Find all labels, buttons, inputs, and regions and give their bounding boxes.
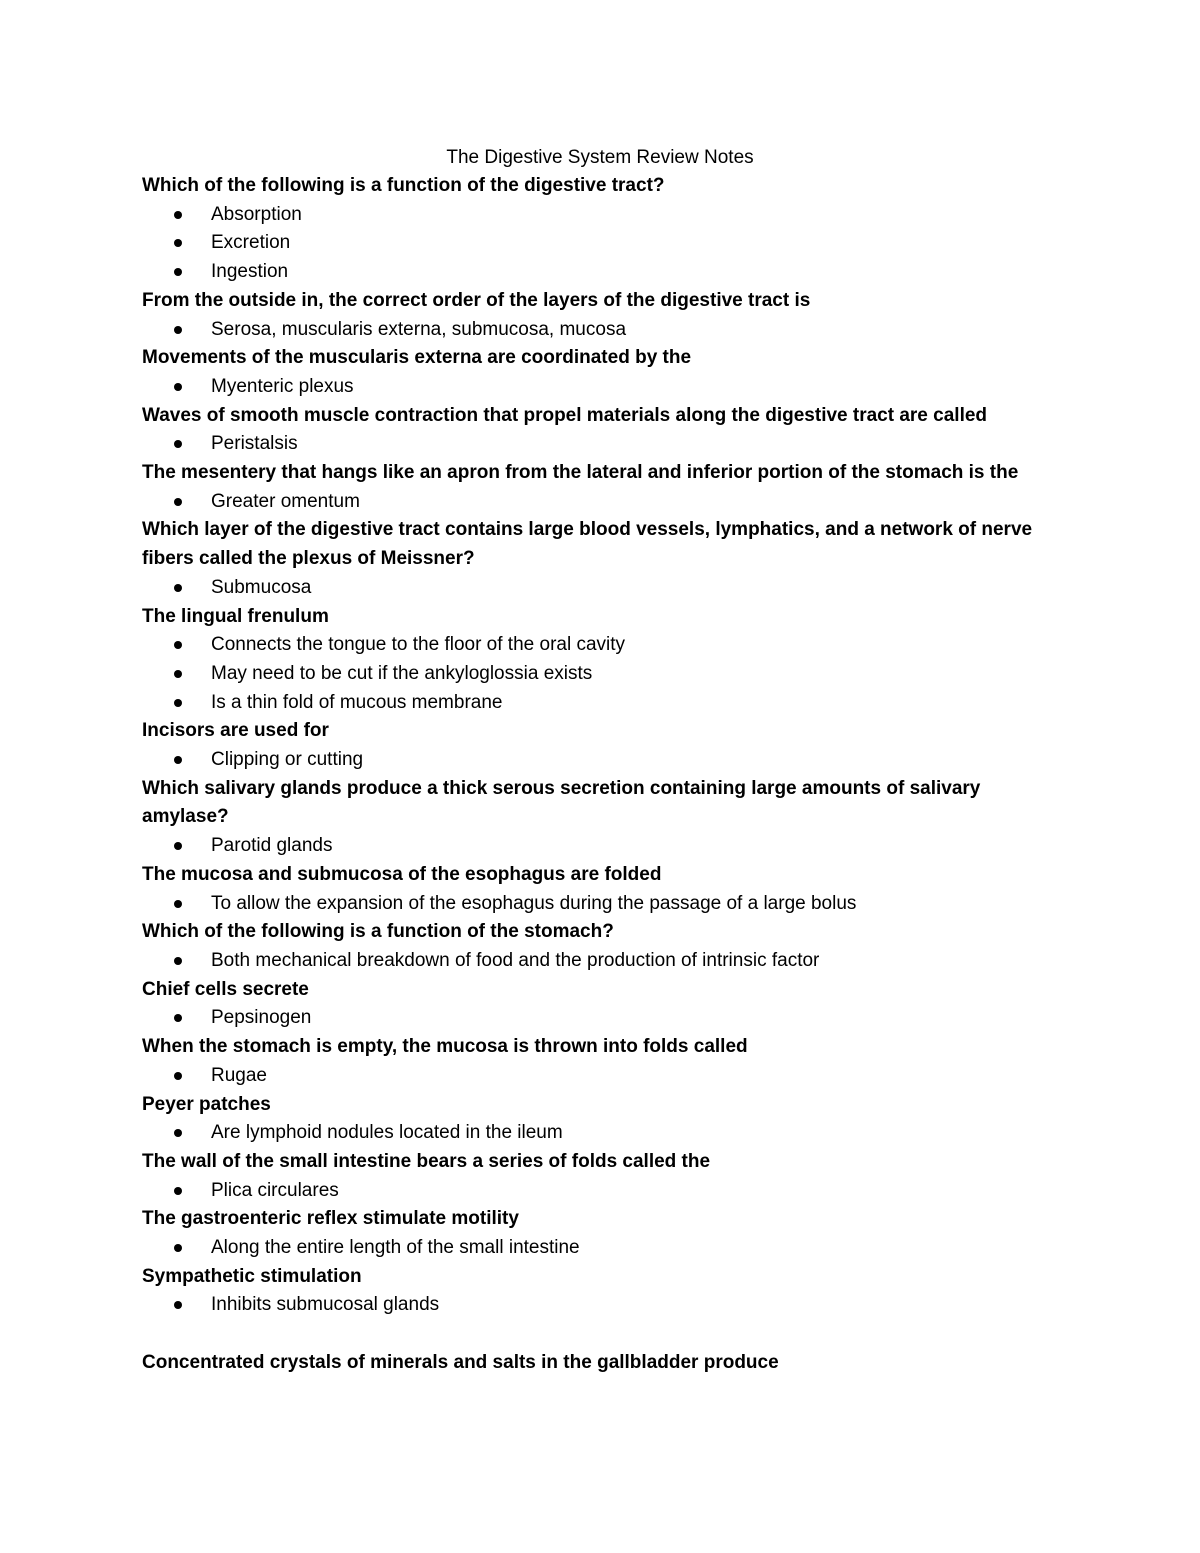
question-text: The wall of the small intestine bears a series of folds called the xyxy=(142,1150,711,1172)
answer-text: May need to be cut if the ankyloglossia exists xyxy=(211,662,593,684)
answer-item xyxy=(142,574,1072,603)
bullet-icon xyxy=(174,383,182,391)
answer-list xyxy=(142,947,1072,976)
answer-text: Pepsinogen xyxy=(211,1007,312,1029)
answer-item xyxy=(142,689,1072,718)
question-text: Which salivary glands produce a thick serous secretion containing large amounts of salivary amylase? xyxy=(142,777,981,828)
answer-item xyxy=(142,1234,1072,1263)
answer-list xyxy=(142,488,1072,517)
answer-text: Ingestion xyxy=(211,261,289,283)
bullet-icon xyxy=(174,326,182,334)
answer-item xyxy=(142,1177,1072,1206)
question-text: Which of the following is a function of the stomach? xyxy=(142,921,614,943)
answer-text: Along the entire length of the small intestine xyxy=(211,1237,580,1259)
answer-list xyxy=(142,746,1072,775)
question-text: Which layer of the digestive tract contains large blood vessels, lymphatics, and a network of nerve fibers called the plexus of Meissner? xyxy=(142,519,1033,570)
bullet-icon xyxy=(174,842,182,850)
bullet-icon xyxy=(174,670,182,678)
answer-list xyxy=(142,373,1072,402)
answer-text: Clipping or cutting xyxy=(211,749,364,771)
answer-item xyxy=(142,1062,1072,1091)
question-text: Movements of the muscularis externa are coordinated by the xyxy=(142,347,692,369)
bullet-icon xyxy=(174,1014,182,1022)
answer-text: To allow the expansion of the esophagus during the passage of a large bolus xyxy=(211,892,857,914)
answer-text: Connects the tongue to the floor of the oral cavity xyxy=(211,634,626,656)
answer-item xyxy=(142,229,1072,258)
bullet-icon xyxy=(174,699,182,707)
bullet-icon xyxy=(174,641,182,649)
question-text: The mesentery that hangs like an apron from the lateral and inferior portion of the stomach is the xyxy=(142,462,1019,484)
answer-item xyxy=(142,660,1072,689)
question-text: Peyer patches xyxy=(142,1093,271,1115)
answer-item xyxy=(142,373,1072,402)
bullet-icon xyxy=(174,498,182,506)
answer-list xyxy=(142,201,1072,287)
answer-text: Parotid glands xyxy=(211,835,333,857)
answer-list xyxy=(142,316,1072,345)
answer-item xyxy=(142,631,1072,660)
answer-list xyxy=(142,1062,1072,1091)
answer-text: Rugae xyxy=(211,1064,267,1086)
question-text: The mucosa and submucosa of the esophagus are folded xyxy=(142,863,662,885)
answer-text: Greater omentum xyxy=(211,490,360,512)
question-text: Waves of smooth muscle contraction that propel materials along the digestive tract are called xyxy=(142,404,988,426)
answer-text: Are lymphoid nodules located in the ileum xyxy=(211,1122,563,1144)
bullet-icon xyxy=(174,1072,182,1080)
answer-text: Submucosa xyxy=(211,576,312,598)
answer-list xyxy=(142,631,1072,717)
answer-text: Myenteric plexus xyxy=(211,375,354,397)
bullet-icon xyxy=(174,1301,182,1309)
answer-item xyxy=(142,258,1072,287)
answer-text: Peristalsis xyxy=(211,433,298,455)
answer-text: Both mechanical breakdown of food and the production of intrinsic factor xyxy=(211,949,820,971)
document-body xyxy=(142,172,1072,1378)
question-text: When the stomach is empty, the mucosa is thrown into folds called xyxy=(142,1036,748,1058)
bullet-icon xyxy=(174,584,182,592)
answer-list xyxy=(142,1291,1072,1320)
bullet-icon xyxy=(174,268,182,276)
bullet-icon xyxy=(174,756,182,764)
question-text: Concentrated crystals of minerals and salts in the gallbladder produce xyxy=(142,1351,779,1373)
answer-text: Serosa, muscularis externa, submucosa, mucosa xyxy=(211,318,627,340)
bullet-icon xyxy=(174,1244,182,1252)
answer-item xyxy=(142,430,1072,459)
answer-item xyxy=(142,890,1072,919)
answer-item xyxy=(142,488,1072,517)
question-text: Which of the following is a function of the digestive tract? xyxy=(142,175,665,196)
bullet-icon xyxy=(174,440,182,448)
answer-list xyxy=(142,574,1072,603)
bullet-icon xyxy=(174,1129,182,1137)
question-text: From the outside in, the correct order of the layers of the digestive tract is xyxy=(142,289,811,311)
answer-text: Plica circulares xyxy=(211,1179,339,1201)
bullet-icon xyxy=(174,1187,182,1195)
answer-list xyxy=(142,832,1072,861)
answer-item xyxy=(142,1004,1072,1033)
question-text: Sympathetic stimulation xyxy=(142,1265,362,1287)
question-text: Incisors are used for xyxy=(142,720,329,742)
answer-list xyxy=(142,1004,1072,1033)
answer-text: Excretion xyxy=(211,232,291,254)
answer-item xyxy=(142,1119,1072,1148)
bullet-icon xyxy=(174,957,182,965)
bullet-icon xyxy=(174,239,182,247)
answer-item xyxy=(142,832,1072,861)
document-title: The Digestive System Review Notes xyxy=(446,147,754,168)
question-text: Chief cells secrete xyxy=(142,978,309,1000)
answer-list xyxy=(142,1119,1072,1148)
question-text: The gastroenteric reflex stimulate motility xyxy=(142,1208,519,1230)
answer-text: Is a thin fold of mucous membrane xyxy=(211,691,503,713)
answer-item xyxy=(142,316,1072,345)
answer-list xyxy=(142,1234,1072,1263)
answer-text: Absorption xyxy=(211,203,302,225)
answer-item xyxy=(142,201,1072,230)
answer-text: Inhibits submucosal glands xyxy=(211,1294,440,1316)
answer-item xyxy=(142,746,1072,775)
answer-item xyxy=(142,947,1072,976)
question-text: The lingual frenulum xyxy=(142,605,329,627)
answer-list xyxy=(142,1177,1072,1206)
answer-list xyxy=(142,890,1072,919)
bullet-icon xyxy=(174,211,182,219)
bullet-icon xyxy=(174,900,182,908)
answer-item xyxy=(142,1291,1072,1320)
answer-list xyxy=(142,430,1072,459)
